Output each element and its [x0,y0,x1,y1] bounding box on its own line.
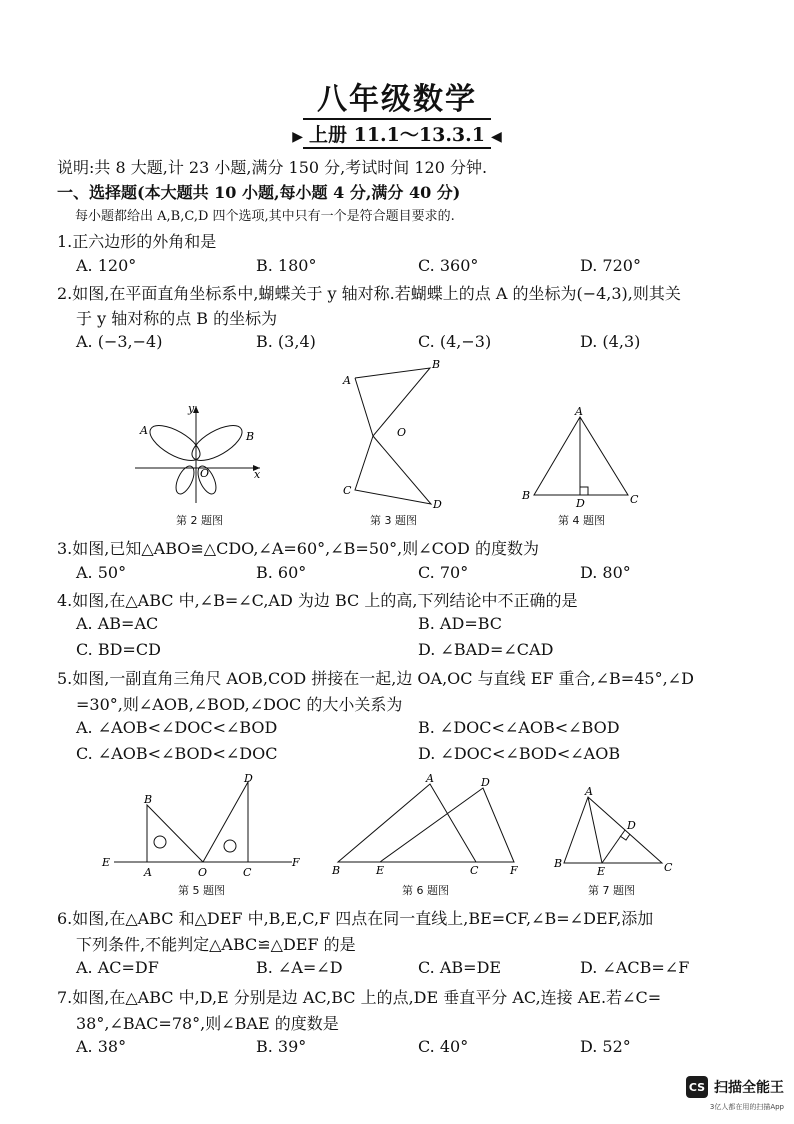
svg-text:y: y [188,402,195,415]
q3-option-d: D. 80° [580,563,631,582]
q2-option-c: C. (4,−3) [418,332,492,351]
svg-text:O: O [198,866,208,879]
q5-option-a: A. ∠AOB<∠DOC<∠BOD [76,718,278,737]
q1-option-c: C. 360° [418,256,479,275]
question-7-stem: 7.如图,在△ABC 中,D,E 分别是边 AC,BC 上的点,DE 垂直平分 AC,连接 AE.若∠C= [57,988,662,1007]
q6-option-c: C. AB=DE [418,958,502,977]
figure-2-caption: 第 2 题图 [176,514,223,527]
svg-text:A: A [140,424,148,437]
svg-text:B: B [246,430,255,443]
question-2-stem: 2.如图,在平面直角坐标系中,蝴蝶关于 y 轴对称.若蝴蝶上的点 A 的坐标为(−4,3),则其关 [57,284,681,303]
svg-text:C: C [343,484,352,497]
scanner-brand: 扫描全能王 [714,1080,784,1096]
svg-text:O: O [200,467,210,480]
svg-text:O: O [397,426,407,439]
q2-option-a: A. (−3,−4) [76,332,163,351]
svg-text:E: E [102,856,111,869]
svg-text:x: x [254,468,261,481]
q3-option-b: B. 60° [256,563,307,582]
q7-option-d: D. 52° [580,1037,631,1056]
svg-text:F: F [292,856,300,869]
svg-text:A: A [144,866,152,879]
q2-option-b: B. (3,4) [256,332,316,351]
svg-text:D: D [433,498,442,511]
svg-text:E: E [376,864,385,877]
cs-badge-icon: CS [686,1076,708,1098]
q4-option-d: D. ∠BAD=∠CAD [418,640,554,659]
scanner-logo [686,1076,784,1098]
q2-option-d: D. (4,3) [580,332,641,351]
question-1-stem: 1.正六边形的外角和是 [57,232,217,251]
question-4-stem: 4.如图,在△ABC 中,∠B=∠C,AD 为边 BC 上的高,下列结论中不正确的是 [57,591,578,610]
exam-scope-text: 上册 11.1～13.3.1 [303,118,491,149]
figure-6-caption: 第 6 题图 [402,884,449,897]
svg-text:C: C [630,493,639,506]
figure-3-caption: 第 3 题图 [370,514,417,527]
q5-option-d: D. ∠DOC<∠BOD<∠AOB [418,744,621,763]
svg-text:D: D [627,819,636,832]
scanner-tagline: 3亿人都在用的扫描App [709,1103,784,1111]
figure-4-triangle [518,405,648,510]
question-7-stem-cont: 38°,∠BAC=78°,则∠BAE 的度数是 [76,1014,339,1033]
q4-option-a: A. AB=AC [76,614,159,633]
svg-text:D: D [481,776,490,789]
figure-5-caption: 第 5 题图 [178,884,225,897]
svg-text:A: A [426,772,434,785]
svg-text:C: C [470,864,479,877]
q4-option-b: B. AD=BC [418,614,503,633]
q7-option-b: B. 39° [256,1037,307,1056]
svg-text:B: B [522,489,531,502]
q1-option-a: A. 120° [76,256,137,275]
svg-text:F: F [510,864,518,877]
q1-option-b: B. 180° [256,256,317,275]
svg-text:C: C [243,866,252,879]
q1-option-d: D. 720° [580,256,641,275]
svg-text:B: B [332,864,341,877]
q5-option-b: B. ∠DOC<∠AOB<∠BOD [418,718,620,737]
q7-option-c: C. 40° [418,1037,469,1056]
q5-option-c: C. ∠AOB<∠BOD<∠DOC [76,744,278,763]
exam-title: 八年级数学 [317,82,477,117]
svg-text:C: C [664,861,673,874]
svg-text:D: D [576,497,585,510]
figure-3-triangles [335,358,455,513]
svg-text:A: A [343,374,351,387]
q6-option-b: B. ∠A=∠D [256,958,343,977]
exam-scope [0,118,794,149]
left-arrow-icon: ▶ [292,129,303,145]
question-6-stem: 6.如图,在△ABC 和△DEF 中,B,E,C,F 四点在同一直线上,BE=CF,∠B=∠DEF,添加 [57,909,654,928]
q7-option-a: A. 38° [76,1037,127,1056]
figure-7-triangle [550,785,680,877]
question-3-stem: 3.如图,已知△ABO≌△CDO,∠A=60°,∠B=50°,则∠COD 的度数为 [57,539,539,558]
figure-4-caption: 第 4 题图 [558,514,605,527]
right-arrow-icon: ◀ [491,129,502,145]
instructions: 说明:共 8 大题,计 23 小题,满分 150 分,考试时间 120 分钟. [57,158,488,177]
svg-text:B: B [554,857,563,870]
svg-text:A: A [585,785,593,798]
question-5-stem: 5.如图,一副直角三角尺 AOB,COD 拼接在一起,边 OA,OC 与直线 EF 重合,∠B=45°,∠D [57,669,694,688]
q3-option-a: A. 50° [76,563,127,582]
q6-option-a: A. AC=DF [76,958,159,977]
figure-6-triangles [328,770,528,878]
svg-text:E: E [597,865,606,877]
question-2-stem-cont: 于 y 轴对称的点 B 的坐标为 [76,309,278,328]
q4-option-c: C. BD=CD [76,640,161,659]
q6-option-d: D. ∠ACB=∠F [580,958,690,977]
question-6-stem-cont: 下列条件,不能判定△ABC≌△DEF 的是 [76,935,356,954]
question-5-stem-cont: =30°,则∠AOB,∠BOD,∠DOC 的大小关系为 [76,695,403,714]
q3-option-c: C. 70° [418,563,469,582]
section-heading: 一、选择题(本大题共 10 小题,每小题 4 分,满分 40 分) [57,183,461,202]
svg-text:D: D [244,772,253,785]
svg-text:A: A [575,405,583,418]
svg-text:B: B [432,358,441,371]
figure-5-set-squares [100,770,305,882]
svg-text:B: B [144,793,153,806]
figure-2-butterfly [130,398,270,508]
section-note: 每小题都给出 A,B,C,D 四个选项,其中只有一个是符合题目要求的. [75,209,455,224]
figure-7-caption: 第 7 题图 [588,884,635,897]
